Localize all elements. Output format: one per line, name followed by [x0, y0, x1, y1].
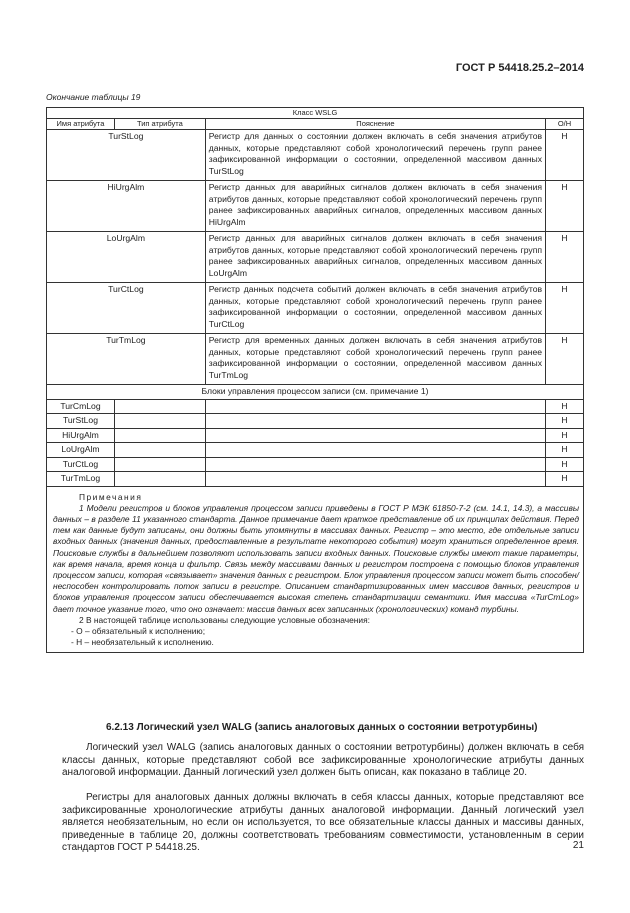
table-row: [47, 130, 584, 181]
section-title: Блоки управления процессом записи (см. примечание 1): [47, 385, 584, 400]
attribute-explanation: Регистр данных для аварийных сигналов должен включать в себя значения атрибутов данных, которые представляют собой хронологический перечень групп ранее зафиксированных аварийных сигналов, определенных массивом данных HiUrgAlm: [205, 181, 545, 232]
block-explanation: [205, 457, 545, 472]
block-name: TurCtLog: [47, 457, 115, 472]
attribute-name: LoUrgAlm: [47, 232, 206, 283]
table-row: [47, 443, 584, 458]
attribute-explanation: Регистр для данных о состоянии должен включать в себя значения атрибутов данных, которые представляют собой хронологический перечень групп ранее зафиксированной информации о состоянии, определенной массивом данных TurStLog: [205, 130, 545, 181]
block-explanation: [205, 414, 545, 429]
note-1: 1 Модели регистров и блоков управления процессом записи приведены в ГОСТ Р МЭК 61850-7-2 (см. 14.1, 14.3), а массивы данных – в разделе 11 указанного стандарта. Данное примечание дает краткое представление об их принципах действия. Перед тем как данные будут записаны, они должны быть упомянуты в массивах данных. Регистр – это место, где отдельные записи входных данных (значения данных, предоставленные в результате некоторого события) могут храниться определенное время. Поисковые службы в дальнейшем позволяют использовать записи входных данных. Поисковые службы имеют такие параметры, как время начала, время конца и фильтр. Связь между массивами данных и регистром построена с помощью блоков управления процессом записи, которая «связывает» значения данных с регистром. Блок управления процессом записи может быть способен/неспособен контролировать поток записи в регистре. Описанием стандартизированных имен массивов данных, регистров и блоков управления процессом записи обеспечивается высокая степень стандартизации семантики. Имя массива «TurCmLog» дает точное указание того, что оно означает: массив данных всех записанных (хронологических) команд турбины.: [53, 502, 579, 614]
table-row: [47, 232, 584, 283]
document-header: ГОСТ Р 54418.25.2–2014: [455, 62, 584, 74]
table-row: [47, 283, 584, 334]
class-title: Класс WSLG: [47, 108, 584, 119]
table-row: [47, 428, 584, 443]
col-header: О/Н: [546, 119, 584, 130]
block-explanation: [205, 428, 545, 443]
attribute-on: Н: [546, 232, 584, 283]
table-row: [47, 399, 584, 414]
attribute-explanation: Регистр данных подсчета событий должен включать в себя значения атрибутов данных, которые представляют собой хронологический перечень групп ранее зафиксированной информации о состоянии, определенной массивом данных TurCtLog: [205, 283, 545, 334]
block-on: Н: [546, 472, 584, 487]
attribute-on: Н: [546, 130, 584, 181]
attribute-explanation: Регистр данных для аварийных сигналов должен включать в себя значения атрибутов данных, которые представляют собой хронологический перечень групп ранее зафиксированных аварийных сигналов, определенных массивом данных LoUrgAlm: [205, 232, 545, 283]
block-name: TurStLog: [47, 414, 115, 429]
table-row: [47, 334, 584, 385]
attribute-on: Н: [546, 334, 584, 385]
block-name: TurTmLog: [47, 472, 115, 487]
paragraph-1: Логический узел WALG (запись аналоговых данных о состоянии ветротурбины) должен включать в себя классы данных, которые представляют собой все зафиксированные хронологические атрибуты данных аналоговой информации. Данный логический узел должен быть описан, как показано в таблице 20.: [62, 742, 584, 778]
block-type: [114, 443, 205, 458]
notes-title: Примечания: [79, 491, 143, 502]
paragraph-2: Регистры для аналоговых данных должны включать в себя классы данных, которые представляют все зафиксированные хронологические атрибуты данных аналоговой информации. Данный логический узел является необязательным, но если он используется, то все обязательные классы данных и массивы данных, приведенные в таблице 20, должны соответствовать требованиям совместимости, установленным в серии стандартов ГОСТ Р 54418.25.: [62, 792, 584, 853]
table-row: [47, 472, 584, 487]
attribute-on: Н: [546, 181, 584, 232]
note-2-o: - О – обязательный к исполнению;: [71, 625, 206, 636]
block-explanation: [205, 472, 545, 487]
table-row: [47, 414, 584, 429]
page-number: 21: [572, 840, 584, 851]
block-on: Н: [546, 399, 584, 414]
attribute-name: TurTmLog: [47, 334, 206, 385]
block-on: Н: [546, 443, 584, 458]
block-on: Н: [546, 457, 584, 472]
table-row: [47, 457, 584, 472]
attribute-name: TurStLog: [47, 130, 206, 181]
block-type: [114, 399, 205, 414]
block-type: [114, 428, 205, 443]
block-name: LoUrgAlm: [47, 443, 115, 458]
block-type: [114, 414, 205, 429]
block-explanation: [205, 399, 545, 414]
attribute-name: TurCtLog: [47, 283, 206, 334]
table-row: [47, 181, 584, 232]
attribute-name: HiUrgAlm: [47, 181, 206, 232]
col-header: Тип атрибута: [114, 119, 205, 130]
col-header: Пояснение: [205, 119, 545, 130]
col-header: Имя атрибута: [47, 119, 115, 130]
block-on: Н: [546, 428, 584, 443]
table-notes: [47, 486, 584, 653]
note-2-n: - Н – необязательный к исполнению.: [71, 637, 214, 648]
note-2: 2 В настоящей таблице использованы следующие условные обозначения:: [79, 614, 370, 625]
attribute-explanation: Регистр для временных данных должен включать в себя значения атрибутов данных, которые представляют собой хронологический перечень групп ранее зафиксированной информации о состоянии, определенной массивом данных TurTmLog: [205, 334, 545, 385]
table-caption: Окончание таблицы 19: [46, 92, 141, 102]
wslg-table: [46, 107, 584, 653]
block-name: HiUrgAlm: [47, 428, 115, 443]
block-type: [114, 457, 205, 472]
block-type: [114, 472, 205, 487]
block-explanation: [205, 443, 545, 458]
attribute-on: Н: [546, 283, 584, 334]
block-name: TurCmLog: [47, 399, 115, 414]
block-on: Н: [546, 414, 584, 429]
section-heading: 6.2.13 Логический узел WALG (запись аналоговых данных о состоянии ветротурбины): [106, 722, 538, 733]
